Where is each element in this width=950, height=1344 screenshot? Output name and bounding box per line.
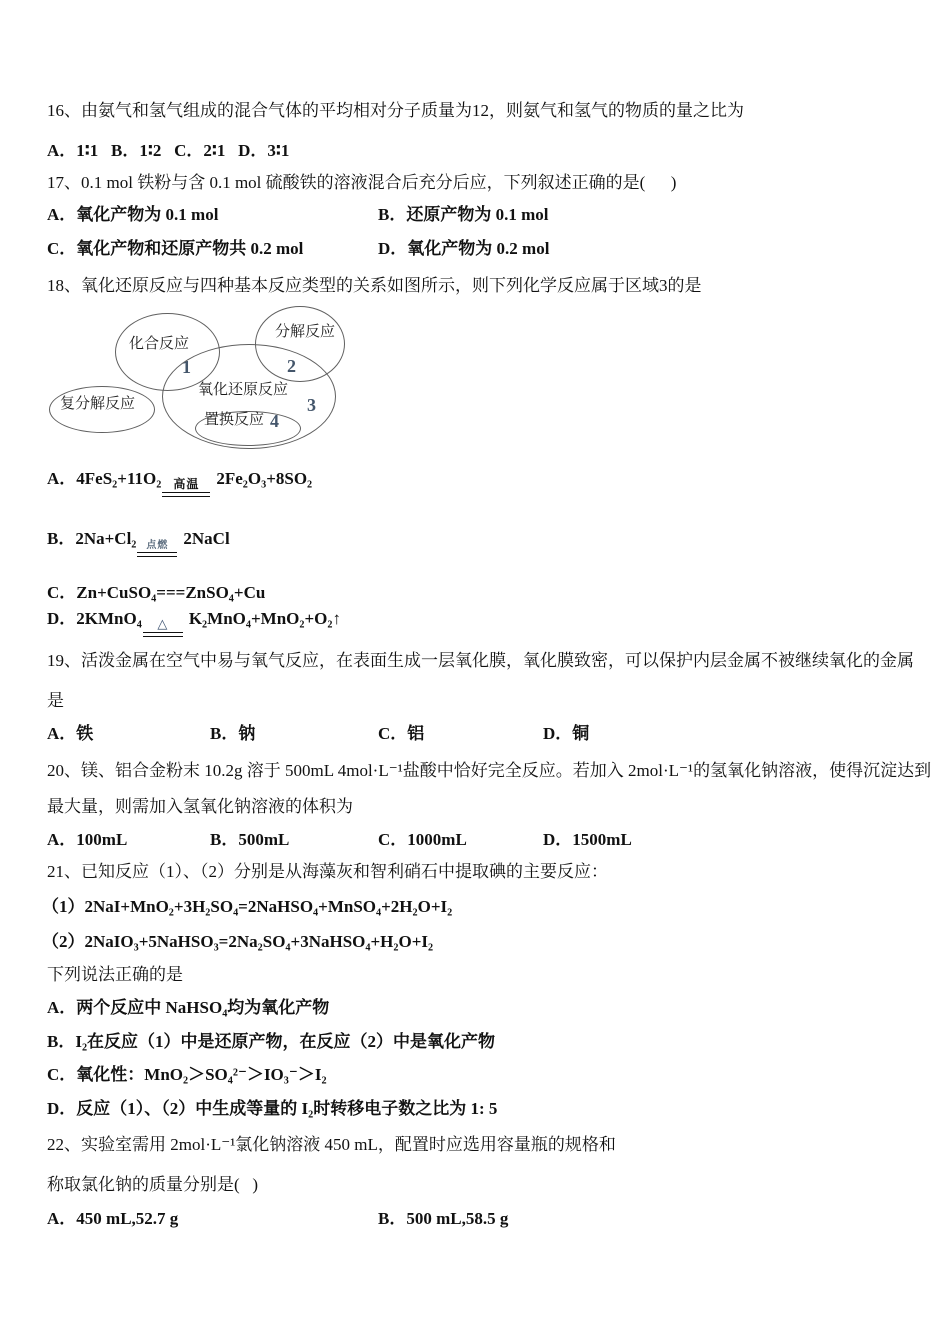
double-line — [162, 492, 210, 497]
venn-region-number-1: 1 — [182, 357, 191, 377]
question-20-option-b: B．500mL — [210, 830, 290, 849]
equation-lhs: 4FeS₂+11O₂ — [76, 469, 162, 488]
reaction-condition-gaowen: 高温 — [162, 478, 210, 497]
question-18-equation-d — [47, 608, 341, 637]
question-17-option-a: A．氧化产物为 0.1 mol — [47, 205, 219, 224]
question-21-equation-2: （2）2NaIO₃+5NaHSO₃=2Na₂SO₄+3NaHSO₄+H₂O+I₂ — [42, 932, 434, 951]
question-17-option-d: D．氧化产物为 0.2 mol — [378, 239, 550, 258]
question-20-option-c: C．1000mL — [378, 830, 467, 849]
question-17-option-c: C．氧化产物和还原产物共 0.2 mol — [47, 239, 304, 258]
question-19-stem-line2: 是 — [47, 691, 64, 710]
question-21-option-b: B．I₂在反应（1）中是还原产物，在反应（2）中是氧化产物 — [47, 1032, 496, 1051]
question-18-equation-b — [47, 528, 230, 557]
question-16-options: A．1∶1 B．1∶2 C．2∶1 D．3∶1 — [47, 141, 290, 160]
double-line — [143, 632, 183, 637]
venn-label-metathesis: 复分解反应 — [60, 396, 136, 412]
option-label-d: D． — [47, 609, 77, 628]
reaction-condition-dianran: 点燃 — [137, 540, 177, 557]
option-label-b: B． — [47, 529, 76, 548]
question-18-equation-c — [47, 582, 265, 603]
question-21-equation-1: （1）2NaI+MnO₂+3H₂SO₄=2NaHSO₄+MnSO₄+2H₂O+I₂ — [42, 897, 453, 916]
venn-region-number-2: 2 — [287, 356, 296, 376]
question-21-stem: 21、已知反应（1）、（2）分别是从海藻灰和智利硝石中提取碘的主要反应： — [47, 862, 608, 881]
option-label-c: C． — [47, 583, 77, 602]
question-19-option-c: C．铝 — [378, 724, 425, 743]
question-22-stem-line1: 22、实验室需用 2mol·L⁻¹氯化钠溶液 450 mL，配置时应选用容量瓶的规格和 — [47, 1135, 616, 1154]
question-20-option-d: D．1500mL — [543, 830, 632, 849]
question-21-option-a: A．两个反应中 NaHSO₄均为氧化产物 — [47, 998, 330, 1017]
question-19-option-a: A．铁 — [47, 724, 94, 743]
venn-label-redox: 氧化还原反应 — [198, 382, 289, 398]
equation-rhs: 2Fe₂O₃+8SO₂ — [216, 469, 313, 488]
question-21-option-d: D．反应（1）、（2）中生成等量的 I₂时转移电子数之比为 1: 5 — [47, 1099, 498, 1118]
venn-label-decomposition: 分解反应 — [275, 324, 336, 340]
question-18-equation-a — [47, 468, 312, 497]
question-19-option-b: B．钠 — [210, 724, 256, 743]
venn-diagram — [40, 300, 385, 462]
equation-text: Zn+CuSO₄===ZnSO₄+Cu — [76, 583, 266, 602]
question-20-option-a: A．100mL — [47, 830, 128, 849]
venn-label-displacement: 置换反应 — [204, 412, 265, 428]
question-17-option-b: B．还原产物为 0.1 mol — [378, 205, 549, 224]
question-21-lead: 下列说法正确的是 — [47, 965, 183, 984]
equation-rhs: 2NaCl — [183, 529, 230, 548]
question-22-stem-line2: 称取氯化钠的质量分别是( ) — [47, 1175, 259, 1194]
question-21-option-c: C．氧化性：MnO₂＞SO₄²⁻＞IO₃⁻＞I₂ — [47, 1065, 327, 1084]
venn-label-combination: 化合反应 — [129, 336, 190, 352]
question-17-stem: 17、0.1 mol 铁粉与含 0.1 mol 硫酸铁的溶液混合后充分后应，下列叙述正确的是( ) — [47, 173, 677, 192]
question-22-option-b: B．500 mL,58.5 g — [378, 1209, 509, 1228]
equation-lhs: 2KMnO₄ — [76, 609, 142, 628]
question-20-stem-line2: 最大量，则需加入氢氧化钠溶液的体积为 — [47, 797, 353, 816]
equation-lhs: 2Na+Cl₂ — [75, 529, 137, 548]
question-18-stem: 18、氧化还原反应与四种基本反应类型的关系如图所示，则下列化学反应属于区域3的是 — [47, 276, 702, 295]
question-22-option-a: A．450 mL,52.7 g — [47, 1209, 179, 1228]
double-line — [137, 552, 177, 557]
question-20-stem-line1: 20、镁、铝合金粉末 10.2g 溶于 500mL 4mol·L⁻¹盐酸中恰好完全反应。若加入 2mol·L⁻¹的氢氧化钠溶液，使得沉淀达到 — [47, 761, 932, 780]
question-19-stem-line1: 19、活泼金属在空气中易与氧气反应，在表面生成一层氧化膜，氧化膜致密，可以保护内层金属不被继续氧化的金属 — [47, 651, 914, 670]
reaction-condition-delta: △ — [143, 617, 183, 637]
option-label-a: A． — [47, 469, 77, 488]
question-19-option-d: D．铜 — [543, 724, 590, 743]
venn-region-number-4: 4 — [270, 411, 279, 431]
venn-region-number-3: 3 — [307, 395, 316, 415]
equation-rhs: K₂MnO₄+MnO₂+O₂↑ — [188, 609, 341, 628]
question-16-stem: 16、由氨气和氢气组成的混合气体的平均相对分子质量为12，则氨气和氢气的物质的量之比为 — [47, 101, 744, 120]
